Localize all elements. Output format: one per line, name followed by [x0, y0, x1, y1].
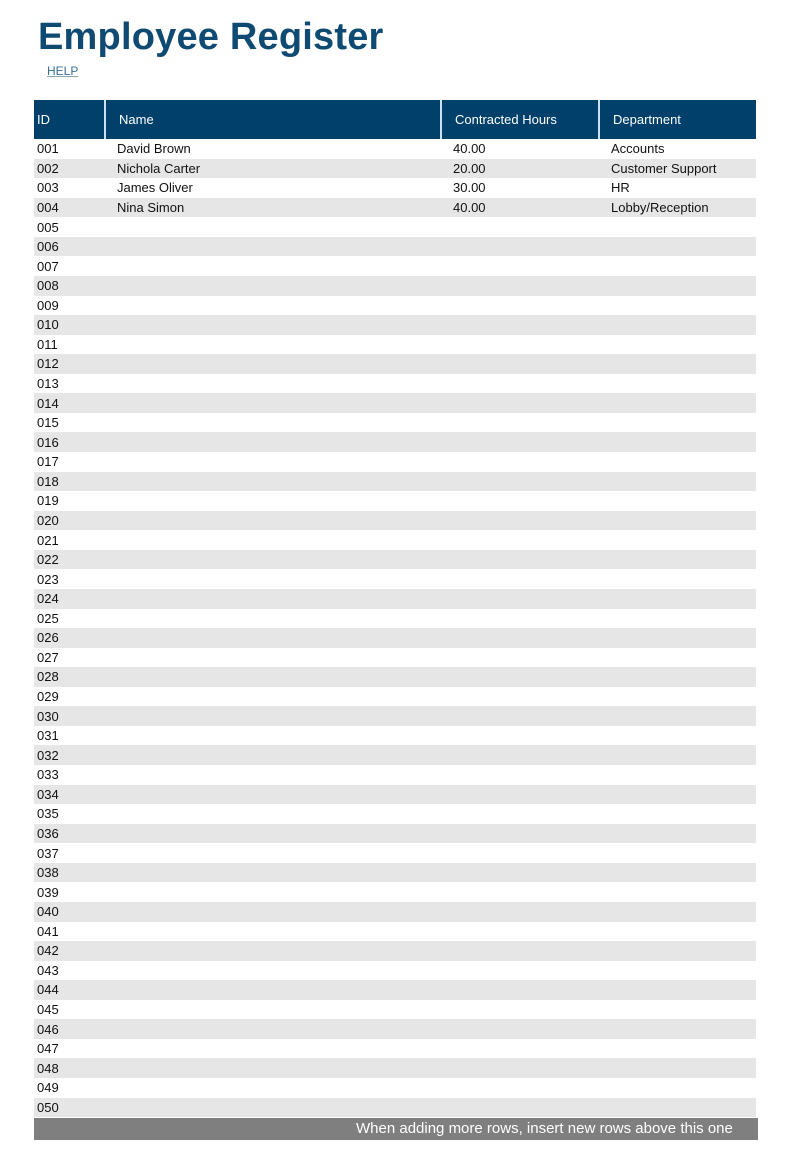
cell-id[interactable]: 048	[37, 1060, 59, 1076]
table-row	[34, 256, 756, 276]
table-row	[34, 432, 756, 452]
cell-department[interactable]: Lobby/Reception	[611, 199, 709, 215]
table-row	[34, 237, 756, 257]
cell-id[interactable]: 006	[37, 239, 59, 255]
cell-id[interactable]: 044	[37, 982, 59, 998]
cell-id[interactable]: 027	[37, 649, 59, 665]
table-row	[34, 276, 756, 296]
footer-note: When adding more rows, insert new rows above this one	[356, 1120, 733, 1137]
table-row	[34, 178, 756, 198]
table-row	[34, 667, 756, 687]
cell-id[interactable]: 035	[37, 806, 59, 822]
table-row	[34, 824, 756, 844]
employee-table	[34, 100, 756, 1117]
cell-id[interactable]: 031	[37, 728, 59, 744]
table-row	[34, 159, 756, 179]
cell-id[interactable]: 020	[37, 512, 59, 528]
table-row	[34, 217, 756, 237]
cell-department[interactable]: Accounts	[611, 141, 665, 157]
cell-id[interactable]: 003	[37, 180, 59, 196]
cell-id[interactable]: 037	[37, 845, 59, 861]
cell-id[interactable]: 034	[37, 786, 59, 802]
table-row	[34, 922, 756, 942]
cell-id[interactable]: 028	[37, 669, 59, 685]
cell-id[interactable]: 007	[37, 258, 59, 274]
cell-department[interactable]: Customer Support	[611, 160, 717, 176]
table-row	[34, 687, 756, 707]
table-row	[34, 315, 756, 335]
table-row	[34, 706, 756, 726]
cell-id[interactable]: 009	[37, 297, 59, 313]
table-row	[34, 804, 756, 824]
table-row	[34, 863, 756, 883]
table-row	[34, 589, 756, 609]
column-header-name[interactable]: Name	[104, 100, 440, 139]
cell-id[interactable]: 023	[37, 571, 59, 587]
table-row	[34, 628, 756, 648]
table-row	[34, 1039, 756, 1059]
cell-name[interactable]: Nina Simon	[117, 199, 185, 215]
table-row	[34, 1000, 756, 1020]
table-row	[34, 843, 756, 863]
cell-id[interactable]: 011	[37, 336, 58, 352]
page-title: Employee Register	[38, 16, 384, 58]
cell-id[interactable]: 017	[37, 454, 59, 470]
table-row	[34, 902, 756, 922]
cell-id[interactable]: 039	[37, 884, 59, 900]
table-row	[34, 393, 756, 413]
table-row	[34, 1098, 756, 1118]
cell-id[interactable]: 024	[37, 591, 59, 607]
cell-id[interactable]: 004	[37, 199, 59, 215]
cell-id[interactable]: 032	[37, 747, 59, 763]
cell-id[interactable]: 019	[37, 493, 59, 509]
table-row	[34, 1058, 756, 1078]
cell-hours[interactable]: 40.00	[453, 199, 486, 215]
table-row	[34, 413, 756, 433]
column-header-department[interactable]: Department	[598, 100, 756, 139]
cell-hours[interactable]: 40.00	[453, 141, 486, 157]
cell-id[interactable]: 040	[37, 904, 59, 920]
cell-id[interactable]: 025	[37, 610, 59, 626]
cell-id[interactable]: 012	[37, 356, 59, 372]
table-row	[34, 765, 756, 785]
table-row	[34, 882, 756, 902]
cell-id[interactable]: 021	[37, 532, 59, 548]
cell-id[interactable]: 046	[37, 1021, 59, 1037]
table-row	[34, 1019, 756, 1039]
table-row	[34, 941, 756, 961]
cell-department[interactable]: HR	[611, 180, 630, 196]
table-row	[34, 648, 756, 668]
table-header	[34, 100, 756, 139]
cell-id[interactable]: 010	[37, 317, 59, 333]
table-row	[34, 354, 756, 374]
table-row	[34, 511, 756, 531]
cell-name[interactable]: James Oliver	[117, 180, 193, 196]
table-row	[34, 785, 756, 805]
cell-id[interactable]: 029	[37, 689, 59, 705]
table-row	[34, 472, 756, 492]
cell-id[interactable]: 036	[37, 825, 59, 841]
cell-id[interactable]: 045	[37, 1002, 59, 1018]
table-row	[34, 198, 756, 218]
table-row	[34, 550, 756, 570]
cell-id[interactable]: 018	[37, 473, 59, 489]
cell-id[interactable]: 042	[37, 943, 59, 959]
table-row	[34, 569, 756, 589]
table-row	[34, 374, 756, 394]
cell-id[interactable]: 026	[37, 630, 59, 646]
cell-id[interactable]: 049	[37, 1080, 59, 1096]
table-row	[34, 726, 756, 746]
cell-id[interactable]: 041	[37, 923, 59, 939]
cell-id[interactable]: 030	[37, 708, 59, 724]
table-row	[34, 530, 756, 550]
table-row	[34, 609, 756, 629]
cell-id[interactable]: 047	[37, 1041, 59, 1057]
table-row	[34, 1078, 756, 1098]
cell-id[interactable]: 014	[37, 395, 59, 411]
table-row	[34, 452, 756, 472]
table-row	[34, 961, 756, 981]
cell-name[interactable]: David Brown	[117, 141, 191, 157]
cell-name[interactable]: Nichola Carter	[117, 160, 201, 176]
table-row	[34, 491, 756, 511]
column-header-hours[interactable]: Contracted Hours	[440, 100, 598, 139]
cell-id[interactable]: 033	[37, 767, 59, 783]
help-link[interactable]: HELP	[47, 64, 79, 78]
table-body	[34, 139, 756, 1117]
cell-id[interactable]: 013	[37, 376, 59, 392]
table-row	[34, 980, 756, 1000]
cell-id[interactable]: 015	[37, 415, 59, 431]
cell-id[interactable]: 043	[37, 962, 59, 978]
cell-id[interactable]: 038	[37, 865, 59, 881]
cell-hours[interactable]: 20.00	[453, 160, 486, 176]
cell-id[interactable]: 016	[37, 434, 59, 450]
cell-hours[interactable]: 30.00	[453, 180, 486, 196]
cell-id[interactable]: 002	[37, 160, 59, 176]
table-row	[34, 139, 756, 159]
cell-id[interactable]: 050	[37, 1099, 59, 1115]
cell-id[interactable]: 001	[37, 141, 59, 157]
table-row	[34, 335, 756, 355]
column-header-id[interactable]: ID	[37, 112, 50, 127]
cell-id[interactable]: 005	[37, 219, 59, 235]
cell-id[interactable]: 022	[37, 552, 59, 568]
footer-note-row	[34, 1118, 758, 1140]
cell-id[interactable]: 008	[37, 278, 59, 294]
table-row	[34, 296, 756, 316]
table-row	[34, 745, 756, 765]
